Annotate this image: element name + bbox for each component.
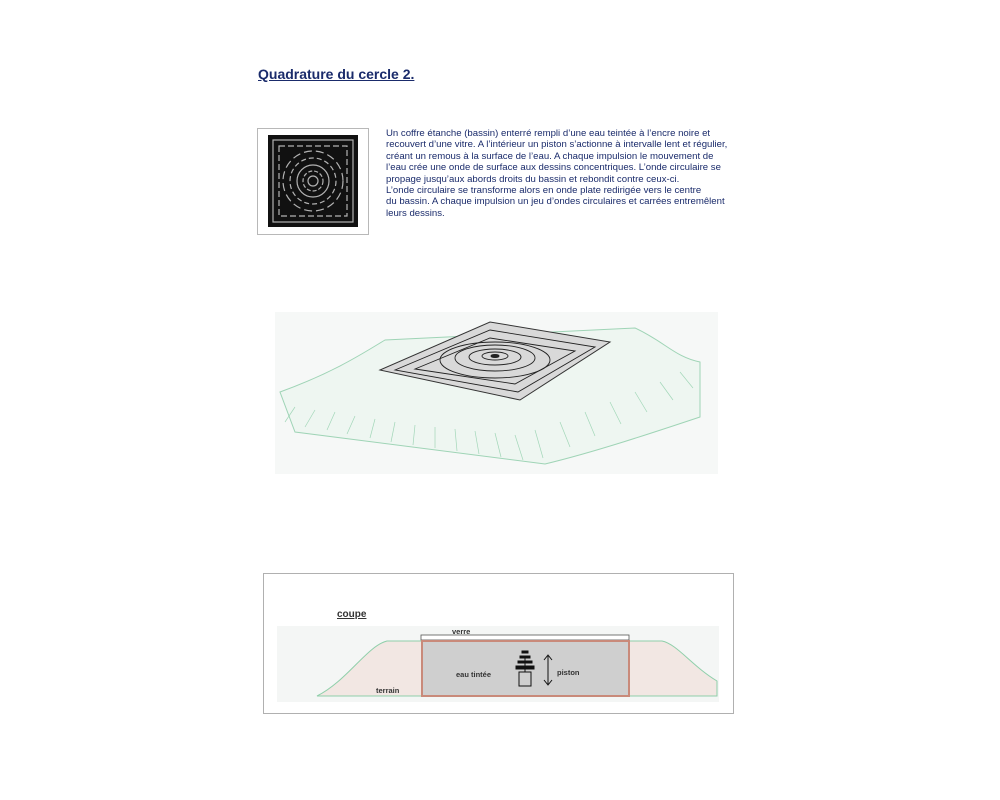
description-line: L’onde circulaire se transforme alors en onde plate redirigée vers le centre	[386, 185, 702, 197]
terrain-label: terrain	[376, 686, 400, 695]
description	[386, 128, 746, 219]
description-line: créant un remous à la surface de l’eau. A chaque impulsion le mouvement de	[386, 150, 714, 162]
eau-label: eau tintée	[456, 670, 492, 679]
description-line: recouvert d’une vitre. A l’intérieur un piston s’actionne à intervalle lent et régulier,	[386, 139, 728, 151]
description-line: l’eau crée une onde de surface aux dessins concentriques. L’onde circulaire se	[386, 162, 721, 174]
basin-sketch	[275, 312, 718, 474]
piston-label: piston	[557, 668, 580, 677]
ripple-thumbnail-image	[268, 135, 358, 227]
cross-section-drawing	[277, 626, 719, 702]
description-line: leurs dessins.	[386, 207, 445, 219]
cross-section-panel	[263, 573, 734, 714]
verre-label: verre	[452, 627, 471, 636]
description-line: Un coffre étanche (bassin) enterré rempli d’une eau teintée à l’encre noire et	[386, 128, 711, 139]
ripple-thumbnail	[257, 128, 369, 235]
page-title: Quadrature du cercle 2.	[258, 66, 415, 82]
description-line: propage jusqu’aux abords droits du bassin et rebondit contre ceux-ci.	[386, 173, 680, 185]
description-line: du bassin. A chaque impulsion un jeu d’ondes circulaires et carrées entremêlent	[386, 196, 725, 208]
section-label: coupe	[337, 609, 367, 620]
